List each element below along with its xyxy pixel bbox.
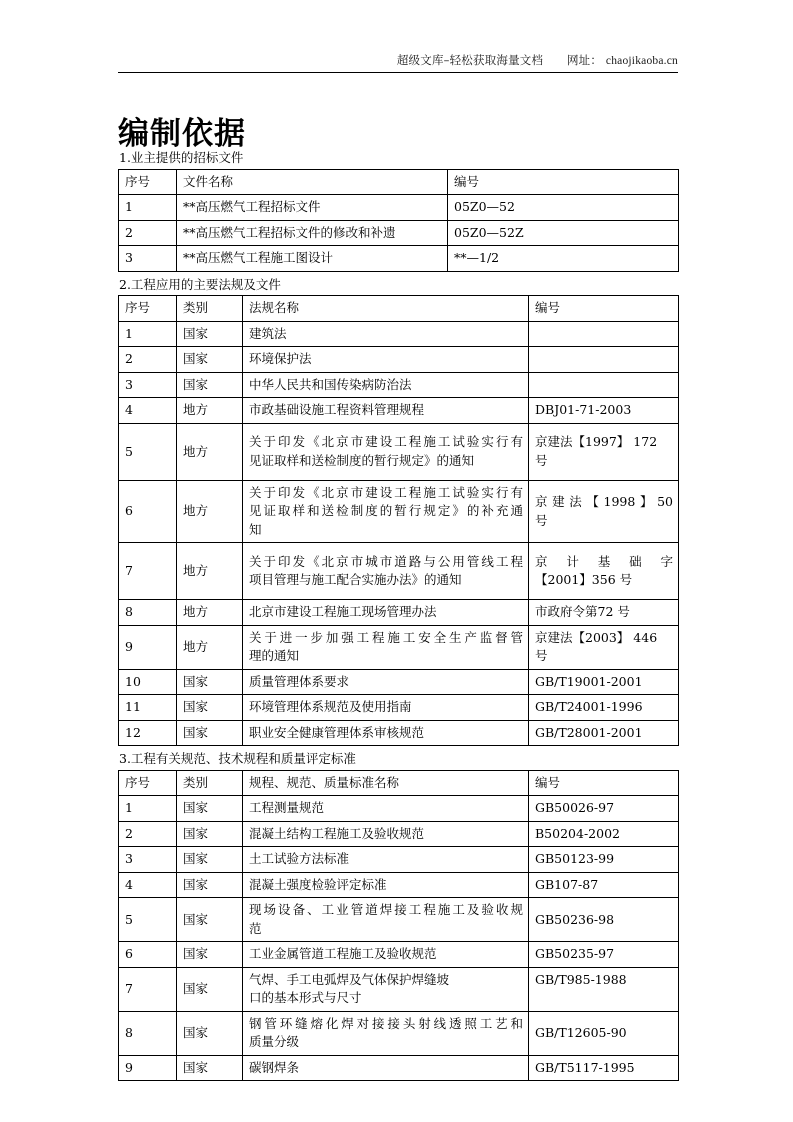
cell-regulation-name: 质量管理体系要求: [243, 669, 529, 695]
table-header-row: [119, 169, 679, 195]
cell-code: 05Z0—52: [448, 195, 679, 221]
table-row: [119, 898, 679, 942]
table-row: [119, 398, 679, 424]
cell-line: 京 计 基 础 字: [535, 553, 673, 569]
cell-regulation-name: 环境保护法: [243, 347, 529, 373]
header-url-label: 网址：: [566, 53, 603, 67]
cell-line: 项目管理与施工配合实施办法》的通知: [249, 572, 462, 588]
table-row: [119, 347, 679, 373]
cell-line: 理的通知: [249, 648, 300, 664]
cell-category: 国家: [177, 720, 243, 746]
cell-category: 国家: [177, 321, 243, 347]
cell-line: 关于印发《北京市城市道路与公用管线工程: [249, 553, 523, 569]
cell-line: 号: [535, 512, 548, 528]
cell-standard-name: [243, 967, 529, 1011]
header-site-name: 超级文库–轻松获取海量文档: [396, 53, 544, 67]
cell-standard-name: [243, 1011, 529, 1055]
document-body: [118, 150, 678, 1086]
column-header-code: 编号: [529, 296, 679, 322]
cell-seq: 6: [119, 480, 177, 543]
cell-line: 京建法【1997】 172: [535, 434, 658, 450]
table-row: [119, 967, 679, 1011]
cell-category: 国家: [177, 872, 243, 898]
cell-line: 范: [249, 920, 262, 936]
cell-regulation-name: 环境管理体系规范及使用指南: [243, 695, 529, 721]
cell-seq: 5: [119, 423, 177, 480]
cell-code: 市政府令第72 号: [529, 600, 679, 626]
cell-seq: 3: [119, 847, 177, 873]
cell-line: 京建法【2003】 446: [535, 629, 658, 645]
table-row: [119, 543, 679, 600]
cell-regulation-name: 北京市建设工程施工现场管理办法: [243, 600, 529, 626]
cell-seq: 3: [119, 246, 177, 272]
cell-category: 地方: [177, 423, 243, 480]
column-header-category: 类别: [177, 770, 243, 796]
cell-seq: 7: [119, 543, 177, 600]
cell-code: DBJ01-71-2003: [529, 398, 679, 424]
cell-regulation-name: [243, 625, 529, 669]
cell-category: 地方: [177, 398, 243, 424]
table-row: [119, 625, 679, 669]
cell-regulation-name: 职业安全健康管理体系审核规范: [243, 720, 529, 746]
cell-code: [529, 625, 679, 669]
cell-code: GB50235-97: [529, 942, 679, 968]
cell-code: B50204-2002: [529, 821, 679, 847]
table-standards-and-specifications: [118, 770, 679, 1082]
cell-seq: 3: [119, 372, 177, 398]
cell-line: 现场设备、工业管道焊接工程施工及验收规: [249, 902, 523, 918]
table-row: [119, 1011, 679, 1055]
cell-code: [529, 480, 679, 543]
table-row: [119, 695, 679, 721]
cell-category: 地方: [177, 480, 243, 543]
cell-code: GB/T24001-1996: [529, 695, 679, 721]
column-header-code: 编号: [448, 169, 679, 195]
cell-seq: 2: [119, 821, 177, 847]
cell-code: GB50026-97: [529, 796, 679, 822]
cell-doc-name: **高压燃气工程施工图设计: [177, 246, 448, 272]
cell-line: 钢管环缝熔化焊对接接头射线透照工艺和: [249, 1015, 523, 1031]
cell-category: 国家: [177, 942, 243, 968]
cell-category: 地方: [177, 625, 243, 669]
cell-category: 国家: [177, 821, 243, 847]
cell-seq: 11: [119, 695, 177, 721]
column-header-regulation-name: 法规名称: [243, 296, 529, 322]
cell-seq: 1: [119, 321, 177, 347]
cell-regulation-name: 市政基础设施工程资料管理规程: [243, 398, 529, 424]
cell-line: 见证取样和送检制度的暂行规定》的补充通: [249, 503, 523, 519]
cell-seq: 9: [119, 1055, 177, 1081]
cell-doc-name: **高压燃气工程招标文件的修改和补遗: [177, 220, 448, 246]
cell-standard-name: 混凝土强度检验评定标准: [243, 872, 529, 898]
cell-code: 05Z0—52Z: [448, 220, 679, 246]
table-row: [119, 321, 679, 347]
cell-line: 质量分级: [249, 1034, 300, 1050]
table-row: [119, 372, 679, 398]
column-header-seq: 序号: [119, 770, 177, 796]
cell-category: 地方: [177, 600, 243, 626]
cell-code: GB50236-98: [529, 898, 679, 942]
cell-line: 号: [535, 452, 548, 468]
cell-seq: 1: [119, 796, 177, 822]
table-row: [119, 480, 679, 543]
cell-category: 国家: [177, 796, 243, 822]
table-regulations-and-documents: [118, 295, 679, 746]
table-header-row: [119, 296, 679, 322]
page-title: 编制依据: [118, 115, 246, 152]
cell-seq: 2: [119, 220, 177, 246]
cell-line: 号: [535, 648, 548, 664]
table-row: [119, 872, 679, 898]
cell-seq: 12: [119, 720, 177, 746]
cell-seq: 8: [119, 600, 177, 626]
table-row: [119, 246, 679, 272]
cell-category: 国家: [177, 695, 243, 721]
cell-standard-name: [243, 898, 529, 942]
cell-code: GB/T5117-1995: [529, 1055, 679, 1081]
table-row: [119, 195, 679, 221]
section-heading-3: 3.工程有关规范、技术规程和质量评定标准: [119, 751, 356, 767]
table-row: [119, 423, 679, 480]
cell-seq: 9: [119, 625, 177, 669]
cell-line: 京建法【1998】50: [535, 494, 673, 509]
column-header-category: 类别: [177, 296, 243, 322]
column-header-standard-name: 规程、规范、质量标准名称: [243, 770, 529, 796]
cell-regulation-name: 建筑法: [243, 321, 529, 347]
cell-code: [529, 347, 679, 373]
cell-regulation-name: [243, 543, 529, 600]
cell-code: GB/T12605-90: [529, 1011, 679, 1055]
cell-doc-name: **高压燃气工程招标文件: [177, 195, 448, 221]
table-row: [119, 220, 679, 246]
table-owner-tender-documents: [118, 169, 679, 272]
cell-standard-name: 工业金属管道工程施工及验收规范: [243, 942, 529, 968]
column-header-seq: 序号: [119, 296, 177, 322]
cell-category: 国家: [177, 847, 243, 873]
cell-seq: 4: [119, 872, 177, 898]
cell-standard-name: 混凝土结构工程施工及验收规范: [243, 821, 529, 847]
header-url: chaojikaoba.cn: [605, 55, 678, 67]
cell-line: 关于进一步加强工程施工安全生产监督管: [249, 629, 523, 645]
cell-category: 国家: [177, 347, 243, 373]
cell-line: 气焊、手工电弧焊及气体保护焊缝坡: [249, 971, 450, 987]
cell-seq: 4: [119, 398, 177, 424]
cell-category: 国家: [177, 1011, 243, 1055]
cell-regulation-name: [243, 423, 529, 480]
cell-seq: 7: [119, 967, 177, 1011]
cell-standard-name: 碳钢焊条: [243, 1055, 529, 1081]
cell-category: 地方: [177, 543, 243, 600]
running-header: [118, 52, 678, 73]
column-header-seq: 序号: [119, 169, 177, 195]
table-row: [119, 942, 679, 968]
cell-standard-name: 工程测量规范: [243, 796, 529, 822]
cell-category: 国家: [177, 669, 243, 695]
column-header-doc-name: 文件名称: [177, 169, 448, 195]
cell-seq: 8: [119, 1011, 177, 1055]
cell-line: 关于印发《北京市建设工程施工试验实行有: [249, 484, 523, 500]
table-row: [119, 1055, 679, 1081]
cell-category: 国家: [177, 898, 243, 942]
cell-seq: 10: [119, 669, 177, 695]
cell-line: 【2001】356 号: [535, 572, 633, 588]
cell-code: [529, 321, 679, 347]
cell-code: GB107-87: [529, 872, 679, 898]
cell-code: [529, 423, 679, 480]
cell-category: 国家: [177, 1055, 243, 1081]
cell-seq: 6: [119, 942, 177, 968]
cell-code: [529, 372, 679, 398]
cell-code: GB/T28001-2001: [529, 720, 679, 746]
cell-standard-name: 土工试验方法标准: [243, 847, 529, 873]
cell-code: [529, 543, 679, 600]
table-row: [119, 821, 679, 847]
section-heading-2: 2.工程应用的主要法规及文件: [119, 276, 281, 292]
cell-code: **—1/2: [448, 246, 679, 272]
cell-regulation-name: 中华人民共和国传染病防治法: [243, 372, 529, 398]
table-row: [119, 720, 679, 746]
cell-code: GB/T19001-2001: [529, 669, 679, 695]
cell-line: 知: [249, 521, 262, 537]
column-header-code: 编号: [529, 770, 679, 796]
section-heading-1: 1.业主提供的招标文件: [119, 150, 244, 165]
table-row: [119, 796, 679, 822]
cell-line: 口的基本形式与尺寸: [249, 990, 362, 1006]
cell-code: GB/T985-1988: [529, 967, 679, 1011]
table-row: [119, 669, 679, 695]
cell-category: 国家: [177, 372, 243, 398]
cell-code: GB50123-99: [529, 847, 679, 873]
cell-seq: 2: [119, 347, 177, 373]
cell-regulation-name: [243, 480, 529, 543]
table-row: [119, 600, 679, 626]
cell-seq: 5: [119, 898, 177, 942]
cell-seq: 1: [119, 195, 177, 221]
cell-line: 关于印发《北京市建设工程施工试验实行有: [249, 434, 523, 450]
cell-category: 国家: [177, 967, 243, 1011]
table-header-row: [119, 770, 679, 796]
cell-line: 见证取样和送检制度的暂行规定》的通知: [249, 452, 475, 468]
table-row: [119, 847, 679, 873]
